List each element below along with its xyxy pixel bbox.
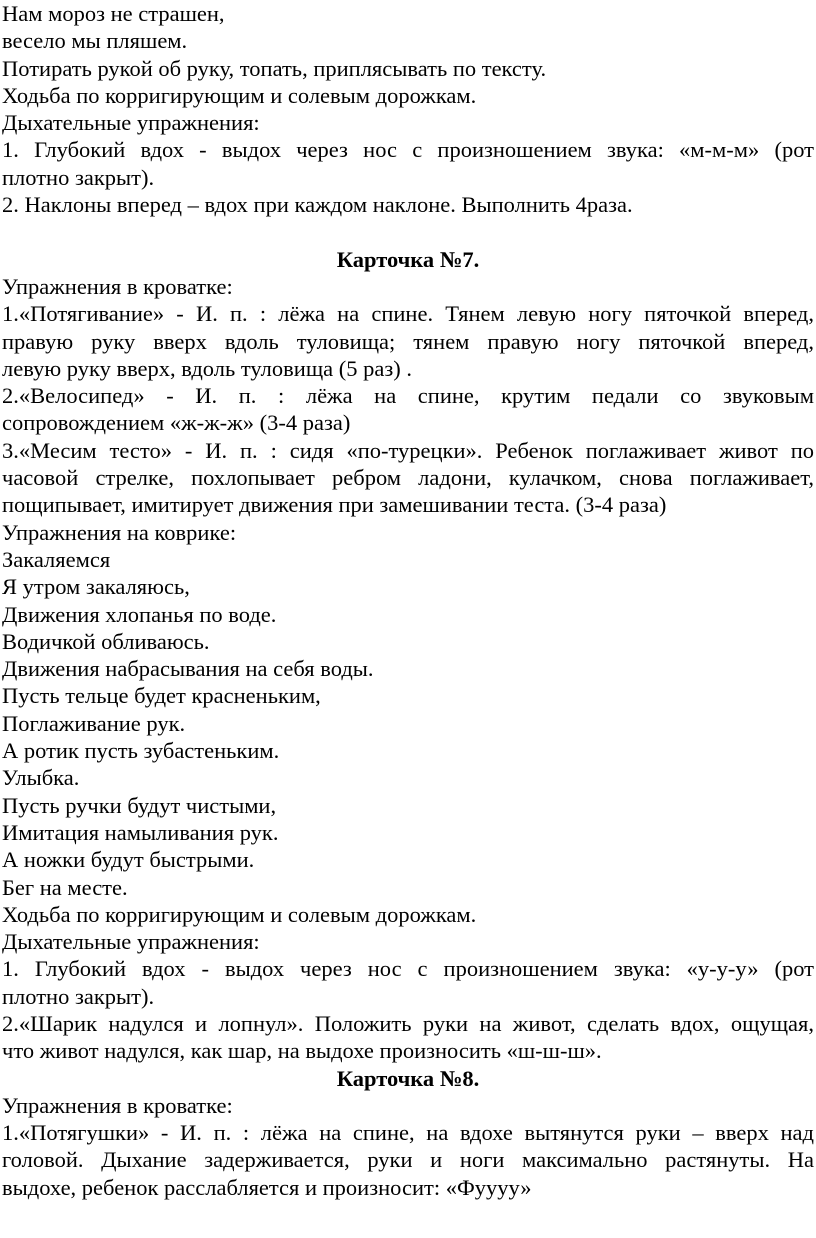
text-line: Упражнения в кроватке: <box>2 1092 233 1118</box>
text-line: А ножки будут быстрыми. <box>2 847 255 873</box>
text-line: Движения набрасывания на себя воды. <box>2 656 374 682</box>
text-line: Ходьба по корригирующим и солевым дорожкам. <box>2 82 477 108</box>
text-line: сопровождением «ж-ж-ж» (3-4 раза) <box>2 410 351 436</box>
text-line: что живот надулся, как шар, на выдохе произносить «ш-ш-ш». <box>2 1038 602 1064</box>
text-line: весело мы пляшем. <box>2 28 188 54</box>
text-line: часовой стрелке, похлопывает ребром ладони, кулачком, снова поглаживает, <box>2 465 814 491</box>
card-7-title: Карточка №7. <box>336 246 480 272</box>
text-line: Ходьба по корригирующим и солевым дорожкам. <box>2 901 477 927</box>
text-line: Водичкой обливаюсь. <box>2 628 210 654</box>
text-line: Дыхательные упражнения: <box>2 110 260 136</box>
text-line: Я утром закаляюсь, <box>2 574 190 600</box>
text-line: 2. Наклоны вперед – вдох при каждом наклоне. Выполнить 4раза. <box>2 192 633 218</box>
text-line: Бег на месте. <box>2 874 128 900</box>
card-8 <box>2 1065 814 1201</box>
text-line: 3.«Месим тесто» - И. п. : сидя «по-турецки». Ребенок поглаживает живот по <box>2 437 814 463</box>
text-line: Имитация намыливания рук. <box>2 819 279 845</box>
text-line: 1. Глубокий вдох - выдох через нос с произношением звука: «у-у-у» (рот <box>2 956 814 982</box>
text-line: 1. Глубокий вдох - выдох через нос с произношением звука: «м-м-м» (рот <box>2 137 814 163</box>
text-line: Поглаживание рук. <box>2 710 186 736</box>
card-7 <box>2 246 814 1065</box>
text-line: Движения хлопанья по воде. <box>2 601 277 627</box>
text-line: 2.«Велосипед» - И. п. : лёжа на спине, крутим педали со звуковым <box>2 383 814 409</box>
text-line: плотно закрыт). <box>2 983 155 1009</box>
text-line: Пусть тельце будет красненьким, <box>2 683 321 709</box>
text-line: Нам мороз не страшен, <box>2 1 225 26</box>
text-line: Дыхательные упражнения: <box>2 929 260 955</box>
text-line: головой. Дыхание задерживается, руки и ноги максимально растянуты. На <box>2 1147 814 1173</box>
text-line: правую руку вверх вдоль туловища; тянем правую ногу пяточкой вперед, <box>2 328 814 354</box>
spacer <box>2 218 814 245</box>
intro-block <box>2 0 814 218</box>
text-line: Улыбка. <box>2 765 80 791</box>
text-line: Потирать рукой об руку, топать, приплясывать по тексту. <box>2 55 547 81</box>
text-line: Упражнения на коврике: <box>2 519 237 545</box>
text-line: 2.«Шарик надулся и лопнул». Положить руки на живот, сделать вдох, ощущая, <box>2 1010 814 1036</box>
text-line: пощипывает, имитирует движения при замешивании теста. (3-4 раза) <box>2 492 667 518</box>
text-line: 1.«Потягивание» - И. п. : лёжа на спине. Тянем левую ногу пяточкой вперед, <box>2 301 814 327</box>
text-line: левую руку вверх, вдоль туловища (5 раз) . <box>2 355 412 381</box>
text-line: Упражнения в кроватке: <box>2 273 233 299</box>
text-line: Пусть ручки будут чистыми, <box>2 792 277 818</box>
text-line: А ротик пусть зубастеньким. <box>2 738 280 764</box>
text-line: 1.«Потягушки» - И. п. : лёжа на спине, на вдохе вытянутся руки – вверх над <box>2 1120 814 1146</box>
text-line: выдохе, ребенок расслабляется и произносит: «Фуууу» <box>2 1174 532 1200</box>
document-page <box>2 0 814 1201</box>
card-8-title: Карточка №8. <box>336 1065 480 1091</box>
text-line: плотно закрыт). <box>2 164 155 190</box>
text-line: Закаляемся <box>2 546 111 572</box>
